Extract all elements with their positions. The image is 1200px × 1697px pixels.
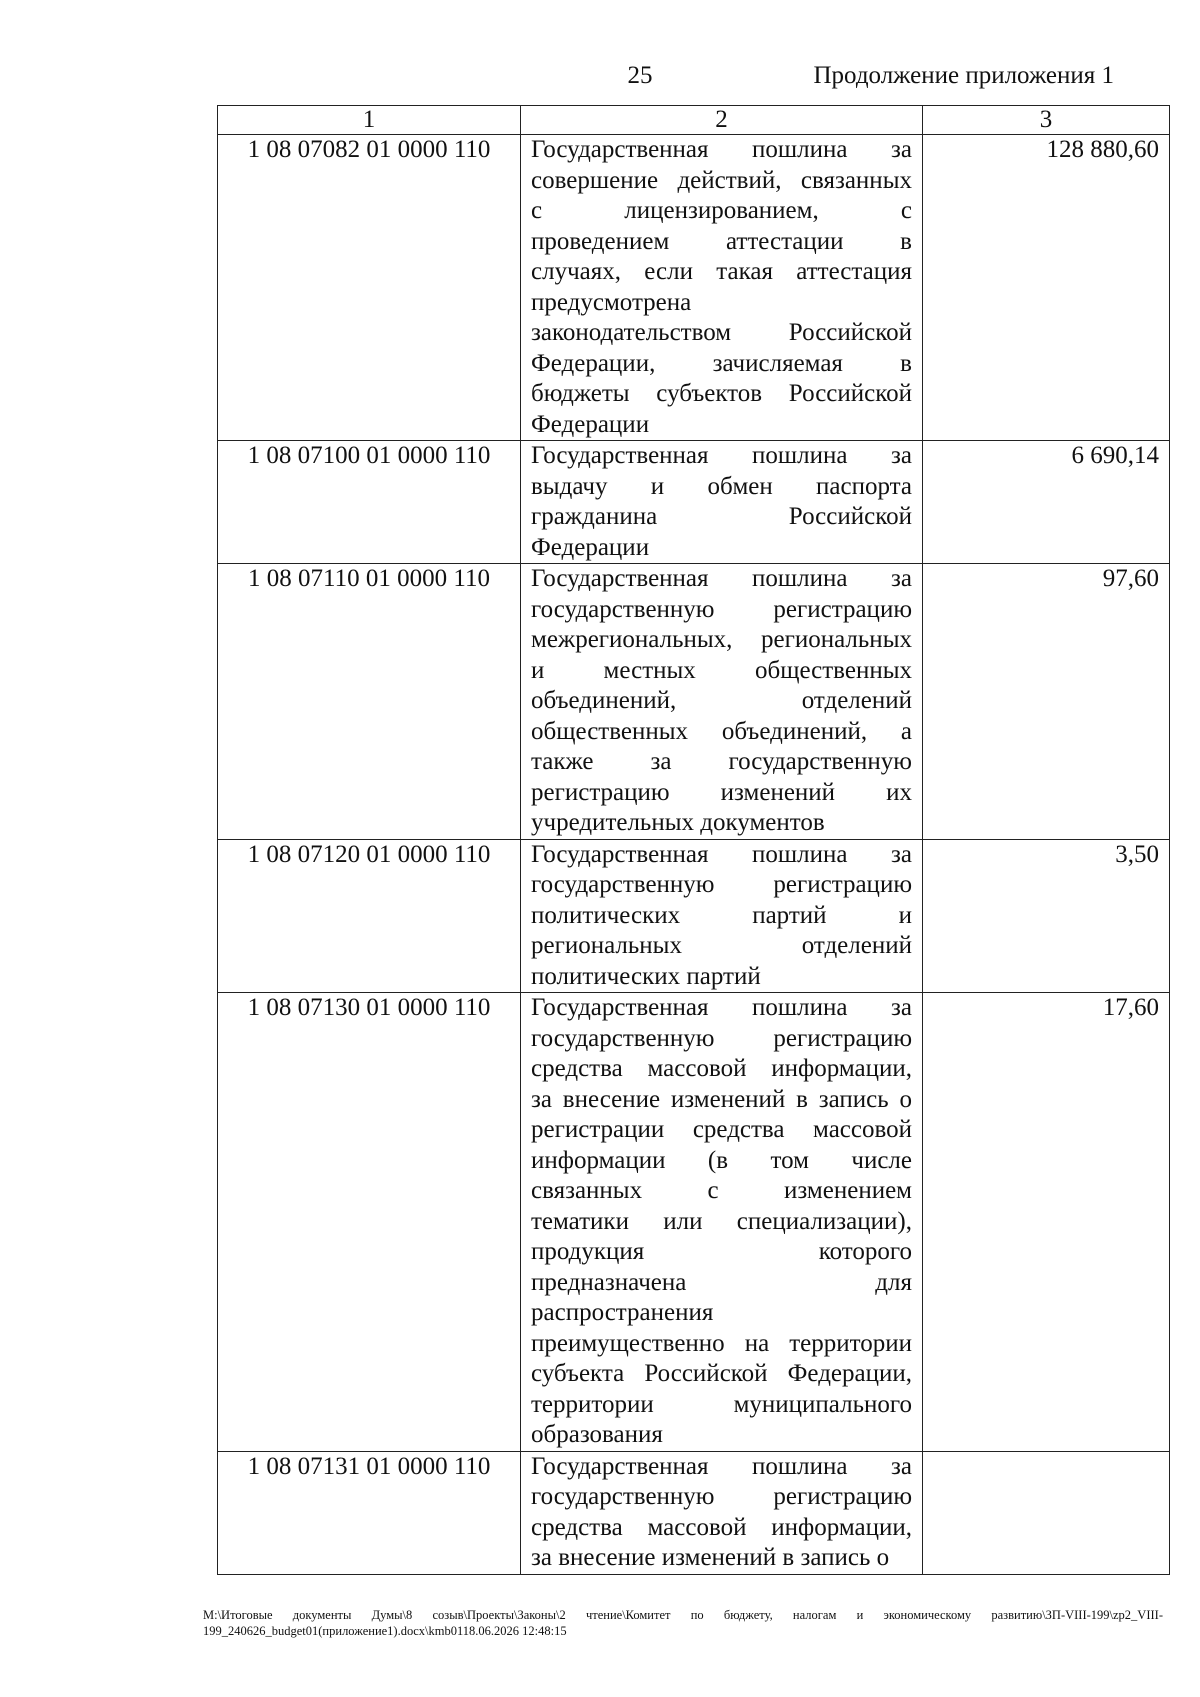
description-line: с лицензированием, с bbox=[531, 197, 912, 224]
revenue-code: 1 08 07110 01 0000 110 bbox=[218, 564, 521, 840]
table-row bbox=[218, 135, 1170, 441]
description-line: за внесение изменений в запись о bbox=[531, 1544, 890, 1571]
description-line: распространения bbox=[531, 1299, 714, 1326]
description-line: субъекта Российской Федерации, bbox=[531, 1360, 912, 1387]
footer-file-path: M:\Итоговые документы Думы\8 созыв\Проекты\Законы\2 чтение\Комитет по бюджету, налогам и экономическому развитию\ЗП-VIII-199\zp2_VIII-199_240626_budget01(приложение1).docx\kmb0118.06.2026 12:48:15 bbox=[203, 1608, 1163, 1638]
description-line: бюджеты субъектов Российской bbox=[531, 380, 912, 407]
revenue-amount bbox=[923, 1451, 1170, 1574]
description-line: Государственная пошлина за bbox=[531, 840, 912, 868]
description-line: регистрации средства массовой bbox=[531, 1116, 912, 1143]
revenue-code: 1 08 07130 01 0000 110 bbox=[218, 993, 521, 1452]
description-line: законодательством Российской bbox=[531, 319, 912, 346]
description-line: выдачу и обмен паспорта bbox=[531, 472, 912, 500]
description-line: Государственная пошлина за bbox=[531, 994, 912, 1021]
description-line: за внесение изменений в запись о bbox=[531, 1085, 912, 1113]
description-line: Государственная пошлина за bbox=[531, 1452, 912, 1480]
revenue-code: 1 08 07082 01 0000 110 bbox=[218, 135, 521, 441]
revenue-code: 1 08 07100 01 0000 110 bbox=[218, 441, 521, 564]
table-header-row bbox=[218, 106, 1170, 135]
description-line: Государственная пошлина за bbox=[531, 442, 912, 469]
continuation-label: Продолжение приложения 1 bbox=[813, 62, 1114, 89]
description-line: государственную регистрацию bbox=[531, 595, 912, 623]
description-line: Государственная пошлина за bbox=[531, 565, 912, 592]
description-line: Государственная пошлина за bbox=[531, 136, 912, 163]
revenue-code: 1 08 07131 01 0000 110 bbox=[218, 1451, 521, 1574]
description-line: гражданина Российской bbox=[531, 503, 912, 530]
description-line: политических партий и bbox=[531, 901, 912, 929]
description-line: государственную регистрацию bbox=[531, 1024, 912, 1052]
description-line: региональных отделений bbox=[531, 932, 912, 959]
description-line: межрегиональных, региональных bbox=[531, 626, 912, 653]
table-row bbox=[218, 993, 1170, 1452]
description-line: Федерации, зачисляемая в bbox=[531, 349, 912, 377]
description-line: Федерации bbox=[531, 533, 650, 561]
description-line: государственную регистрацию bbox=[531, 1483, 912, 1510]
description-line: информации (в том числе bbox=[531, 1146, 912, 1174]
description-line: регистрацию изменений их bbox=[531, 778, 912, 806]
description-line: образования bbox=[531, 1421, 663, 1448]
revenue-table bbox=[217, 105, 1170, 1575]
column-header-2: 2 bbox=[521, 106, 923, 135]
description-line: Федерации bbox=[531, 410, 650, 438]
revenue-amount: 6 690,14 bbox=[923, 441, 1170, 564]
description-line: связанных с изменением bbox=[531, 1177, 912, 1204]
page-number: 25 bbox=[627, 62, 653, 89]
table-row bbox=[218, 839, 1170, 993]
description-line: территории муниципального bbox=[531, 1390, 912, 1418]
table-row bbox=[218, 564, 1170, 840]
description-line: совершение действий, связанных bbox=[531, 166, 912, 194]
column-header-1: 1 bbox=[218, 106, 521, 135]
description-line: государственную регистрацию bbox=[531, 871, 912, 898]
description-line: средства массовой информации, bbox=[531, 1513, 912, 1541]
column-header-3: 3 bbox=[923, 106, 1170, 135]
description-line: предусмотрена bbox=[531, 288, 692, 316]
revenue-description bbox=[521, 441, 923, 564]
description-line: объединений, отделений bbox=[531, 687, 912, 714]
revenue-amount: 128 880,60 bbox=[923, 135, 1170, 441]
description-line: проведением аттестации в bbox=[531, 227, 912, 255]
table-row bbox=[218, 1451, 1170, 1574]
revenue-code: 1 08 07120 01 0000 110 bbox=[218, 839, 521, 993]
description-line: предназначена для bbox=[531, 1268, 912, 1296]
description-line: учредительных документов bbox=[531, 809, 825, 836]
revenue-description bbox=[521, 135, 923, 441]
description-line: и местных общественных bbox=[531, 656, 912, 684]
description-line: средства массовой информации, bbox=[531, 1055, 912, 1082]
revenue-description bbox=[521, 564, 923, 840]
table-row bbox=[218, 441, 1170, 564]
description-line: общественных объединений, а bbox=[531, 717, 912, 745]
revenue-amount: 97,60 bbox=[923, 564, 1170, 840]
revenue-amount: 3,50 bbox=[923, 839, 1170, 993]
revenue-description bbox=[521, 839, 923, 993]
description-line: тематики или специализации), bbox=[531, 1207, 912, 1235]
description-line: также за государственную bbox=[531, 748, 912, 775]
revenue-amount: 17,60 bbox=[923, 993, 1170, 1452]
description-line: продукция которого bbox=[531, 1238, 912, 1265]
description-line: политических партий bbox=[531, 962, 761, 990]
revenue-description bbox=[521, 993, 923, 1452]
description-line: преимущественно на территории bbox=[531, 1329, 912, 1357]
description-line: случаях, если такая аттестация bbox=[531, 258, 912, 285]
revenue-description bbox=[521, 1451, 923, 1574]
